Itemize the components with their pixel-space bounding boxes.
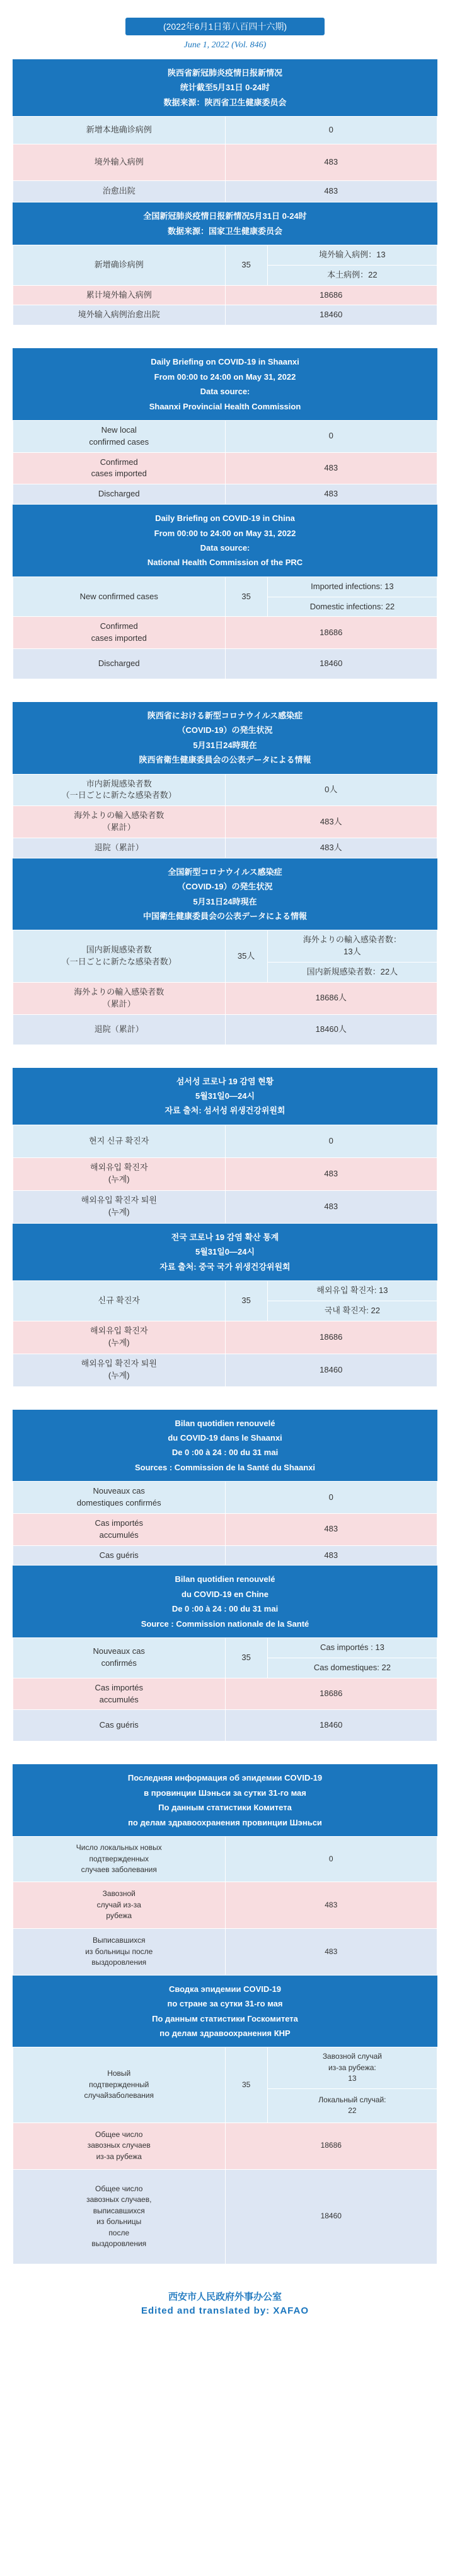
- row-value: 483人: [225, 838, 437, 858]
- domestic-cases: 国内新規感染者数：22人: [267, 963, 437, 983]
- row-label: 新增本地确诊病例: [13, 117, 226, 144]
- table-row: [13, 1637, 437, 1658]
- imported-cases: 境外输入病例：13: [267, 245, 437, 265]
- new-cases-label: 신규 확진자: [13, 1280, 226, 1321]
- title-line: De 0 :00 à 24 : 00 du 31 mai: [171, 1604, 279, 1614]
- row-value: 483人: [225, 806, 437, 838]
- shaanxi-title: [13, 1764, 437, 1836]
- row-value: 483: [225, 144, 437, 181]
- row-label: Confirmed cases imported: [13, 452, 226, 484]
- row-value: 0: [225, 1836, 437, 1882]
- table-row: [13, 1710, 437, 1742]
- table-row: [13, 577, 437, 597]
- new-cases-total: 35: [225, 2047, 267, 2122]
- title-line: 陕西省新冠肺炎疫情日报新情况: [167, 68, 282, 78]
- table-row: [13, 2169, 437, 2264]
- shaanxi-table: [13, 420, 437, 505]
- row-label: 해외유입 확진자 퇴원 (누계): [13, 1354, 226, 1386]
- china-table: [13, 577, 437, 679]
- domestic-cases: Cas domestiques: 22: [267, 1658, 437, 1678]
- domestic-cases: Domestic infections: 22: [267, 597, 437, 617]
- new-cases-total: 35: [225, 1280, 267, 1321]
- shaanxi-table: [13, 1836, 437, 1976]
- row-value: 18686人: [225, 982, 437, 1014]
- title-line: 자료 출처: 섬서성 위생건강위원회: [164, 1106, 286, 1116]
- china-table: [13, 1637, 437, 1742]
- row-value: 18686: [225, 1321, 437, 1354]
- table-row: [13, 649, 437, 679]
- row-label: 현지 신규 확진자: [13, 1125, 226, 1157]
- title-line: 陝西省衛生健康委員会の公表データによる情報: [139, 755, 311, 765]
- row-value: 483: [225, 1545, 437, 1566]
- china-title: [13, 505, 437, 577]
- row-value: 18460: [225, 649, 437, 679]
- row-value: 483: [225, 1928, 437, 1975]
- title-line: по стране за сутки 31-го мая: [167, 1999, 283, 2009]
- table-row: [13, 1354, 437, 1386]
- new-cases-total: 35: [225, 1637, 267, 1678]
- table-row: [13, 144, 437, 181]
- title-line: 자료 출처: 중국 국가 위생건강위원회: [159, 1262, 291, 1272]
- title-line: du COVID-19 en Chine: [182, 1589, 268, 1599]
- row-label: 해외유입 확진자 (누계): [13, 1157, 226, 1190]
- imported-cases: Cas importés : 13: [267, 1637, 437, 1658]
- title-line: 5月31日24時現在: [193, 740, 257, 750]
- table-row: [13, 1157, 437, 1190]
- table-row: [13, 1321, 437, 1354]
- table-row: [13, 1125, 437, 1157]
- china-table: [13, 245, 437, 325]
- title-line: National Health Commission of the PRC: [147, 558, 303, 568]
- new-cases-label: Новый подтвержденный случайзаболевания: [13, 2047, 226, 2122]
- table-row: [13, 285, 437, 305]
- title-line: （COVID-19）の発生状況: [177, 882, 273, 892]
- row-value: 483: [225, 1190, 437, 1223]
- table-row: [13, 305, 437, 325]
- title-line: Bilan quotidien renouvelé: [175, 1418, 275, 1428]
- imported-cases: 해외유입 확진자: 13: [267, 1280, 437, 1301]
- issue-label: (2022年6月1日第八百四十六期): [125, 18, 325, 35]
- row-label: Discharged: [13, 484, 226, 505]
- issue-header: [13, 0, 437, 50]
- table-row: [13, 2047, 437, 2088]
- table-row: [13, 1836, 437, 1882]
- title-line: Data source:: [200, 542, 250, 553]
- row-label: Cas guéris: [13, 1710, 226, 1742]
- row-value: 18460: [225, 1710, 437, 1742]
- section-ja: [13, 702, 437, 1045]
- row-label: Discharged: [13, 649, 226, 679]
- table-row: [13, 930, 437, 963]
- row-label: Cas importés accumulés: [13, 1513, 226, 1545]
- imported-cases: 海外よりの輸入感染者数： 13人: [267, 930, 437, 963]
- title-line: Daily Briefing on COVID-19 in Shaanxi: [151, 357, 299, 367]
- footer: [13, 2264, 437, 2335]
- row-label: Cas guéris: [13, 1545, 226, 1566]
- row-value: 18460: [225, 305, 437, 325]
- title-line: 数据来源：国家卫生健康委员会: [167, 226, 282, 236]
- shaanxi-table: [13, 1481, 437, 1566]
- title-line: Data source:: [200, 387, 250, 397]
- table-row: [13, 245, 437, 265]
- row-label: 累计境外输入病例: [13, 285, 226, 305]
- title-line: Последняя информация об эпидемии COVID-19: [127, 1773, 323, 1783]
- row-label: Число локальных новых подтвержденных случаев заболевания: [13, 1836, 226, 1882]
- title-line: Shaanxi Provincial Health Commission: [149, 401, 301, 411]
- new-cases-total: 35人: [225, 930, 267, 983]
- table-row: [13, 1928, 437, 1975]
- row-label: 海外よりの輸入感染者数 （累計）: [13, 982, 226, 1014]
- table-row: [13, 1280, 437, 1301]
- row-value: 483: [225, 1157, 437, 1190]
- section-zh: [13, 59, 437, 325]
- row-value: 18686: [225, 1678, 437, 1710]
- row-value: 0人: [225, 774, 437, 806]
- row-value: 483: [225, 452, 437, 484]
- title-line: 全国新冠肺炎疫情日报新情况5月31日 0-24时: [143, 211, 307, 221]
- table-row: [13, 617, 437, 649]
- china-title: [13, 1976, 437, 2047]
- china-title: [13, 1224, 437, 1280]
- row-label: Nouveaux cas domestiques confirmés: [13, 1482, 226, 1514]
- title-line: From 00:00 to 24:00 on May 31, 2022: [154, 528, 296, 538]
- shaanxi-table: [13, 116, 437, 202]
- issue-date: June 1, 2022 (Vol. 846): [183, 40, 267, 50]
- title-line: по делам здравоохранения КНР: [159, 2029, 291, 2039]
- row-label: Общее число завозных случаев, выписавшихся из больницы после выздоровления: [13, 2169, 226, 2264]
- china-title: [13, 1566, 437, 1637]
- title-line: Сводка эпидемии COVID-19: [168, 1984, 282, 1994]
- row-label: 治愈出院: [13, 181, 226, 202]
- title-line: De 0 :00 à 24 : 00 du 31 mai: [171, 1448, 279, 1458]
- table-row: [13, 1482, 437, 1514]
- footer-credit: Edited and translated by: XAFAO: [141, 2305, 309, 2316]
- table-row: [13, 1513, 437, 1545]
- row-value: 0: [225, 1125, 437, 1157]
- title-line: По данным статистики Госкомитета: [152, 2013, 298, 2023]
- table-row: [13, 484, 437, 505]
- row-value: 483: [225, 484, 437, 505]
- table-row: [13, 806, 437, 838]
- row-label: 退院（累計）: [13, 1014, 226, 1045]
- shaanxi-table: [13, 1125, 437, 1224]
- shaanxi-title: [13, 702, 437, 774]
- title-line: в провинции Шэньси за сутки 31-го мая: [144, 1788, 306, 1798]
- row-value: 18686: [225, 617, 437, 649]
- new-cases-total: 35: [225, 245, 267, 285]
- row-value: 18686: [225, 285, 437, 305]
- row-label: 市内新規感染者数 （一日ごとに新たな感染者数）: [13, 774, 226, 806]
- row-label: Выписавшихся из больницы после выздоровления: [13, 1928, 226, 1975]
- new-cases-label: 新增确诊病例: [13, 245, 226, 285]
- table-row: [13, 1014, 437, 1045]
- table-row: [13, 1678, 437, 1710]
- title-line: Bilan quotidien renouvelé: [175, 1574, 275, 1584]
- title-line: 数据来源：陕西省卫生健康委员会: [163, 97, 287, 107]
- domestic-cases: Локальный случай: 22: [267, 2088, 437, 2122]
- china-table: [13, 1280, 437, 1387]
- shaanxi-table: [13, 774, 437, 858]
- row-value: 18686: [225, 2122, 437, 2169]
- shaanxi-title: [13, 59, 437, 116]
- title-line: Source : Commission nationale de la Santé: [141, 1619, 309, 1629]
- title-line: 陝西省における新型コロナウイルス感染症: [147, 711, 303, 721]
- shaanxi-title: [13, 1410, 437, 1482]
- title-line: 섬서성 코로나 19 감염 현황: [176, 1076, 274, 1086]
- imported-cases: Imported infections: 13: [267, 577, 437, 597]
- title-line: По данным статистики Комитета: [158, 1803, 292, 1813]
- row-value: 483: [225, 181, 437, 202]
- title-line: по делам здравоохранения провинции Шэньси: [128, 1817, 322, 1827]
- title-line: Sources : Commission de la Santé du Shaanxi: [134, 1462, 316, 1472]
- china-table: [13, 2047, 437, 2264]
- row-value: 483: [225, 1882, 437, 1928]
- table-row: [13, 117, 437, 144]
- domestic-cases: 本土病例：22: [267, 265, 437, 285]
- title-line: 전국 코로나 19 감염 확산 통계: [171, 1232, 279, 1242]
- title-line: （COVID-19）の発生状況: [177, 725, 273, 735]
- imported-cases: Завозной случай из-за рубежа: 13: [267, 2047, 437, 2088]
- title-line: 中国衛生健康委員会の公表データによる情報: [142, 911, 307, 921]
- title-line: 5월31일0—24시: [195, 1091, 255, 1101]
- new-cases-label: New confirmed cases: [13, 577, 226, 617]
- row-label: 海外よりの輸入感染者数 （累計）: [13, 806, 226, 838]
- title-line: 全国新型コロナウイルス感染症: [168, 867, 282, 877]
- table-row: [13, 982, 437, 1014]
- table-row: [13, 2122, 437, 2169]
- section-fr: [13, 1410, 437, 1742]
- row-label: New local confirmed cases: [13, 420, 226, 452]
- row-value: 0: [225, 1482, 437, 1514]
- row-label: 境外输入病例治愈出院: [13, 305, 226, 325]
- row-label: Cas importés accumulés: [13, 1678, 226, 1710]
- row-value: 18460: [225, 2169, 437, 2264]
- title-line: 统计截至5月31日 0-24时: [180, 83, 270, 93]
- row-label: 해외유입 확진자 (누계): [13, 1321, 226, 1354]
- table-row: [13, 838, 437, 858]
- section-ru: [13, 1764, 437, 2264]
- table-row: [13, 452, 437, 484]
- title-line: du COVID-19 dans le Shaanxi: [168, 1433, 282, 1443]
- row-value: 0: [225, 420, 437, 452]
- china-title: [13, 858, 437, 930]
- table-row: [13, 1190, 437, 1223]
- row-label: Завозной случай из-за рубежа: [13, 1882, 226, 1928]
- new-cases-total: 35: [225, 577, 267, 617]
- table-row: [13, 1545, 437, 1566]
- table-row: [13, 1882, 437, 1928]
- section-en: [13, 348, 437, 679]
- table-row: [13, 774, 437, 806]
- section-ko: [13, 1068, 437, 1387]
- title-line: Daily Briefing on COVID-19 in China: [155, 513, 295, 524]
- china-table: [13, 930, 437, 1045]
- new-cases-label: Nouveaux cas confirmés: [13, 1637, 226, 1678]
- row-label: 境外输入病例: [13, 144, 226, 181]
- china-title: [13, 202, 437, 245]
- new-cases-label: 国内新規感染者数 （一日ごとに新たな感染者数）: [13, 930, 226, 983]
- table-row: [13, 181, 437, 202]
- row-label: 退院（累計）: [13, 838, 226, 858]
- shaanxi-title: [13, 1068, 437, 1125]
- domestic-cases: 국내 확진자: 22: [267, 1301, 437, 1321]
- table-row: [13, 420, 437, 452]
- footer-org: 西安市人民政府外事办公室: [168, 2291, 282, 2302]
- row-label: Confirmed cases imported: [13, 617, 226, 649]
- row-value: 18460人: [225, 1014, 437, 1045]
- title-line: 5월31일0—24시: [195, 1247, 255, 1257]
- title-line: 5月31日24時現在: [193, 896, 257, 906]
- row-label: 해외유입 확진자 퇴원 (누계): [13, 1190, 226, 1223]
- row-label: Общее число завозных случаев из-за рубежа: [13, 2122, 226, 2169]
- row-value: 0: [225, 117, 437, 144]
- title-line: From 00:00 to 24:00 on May 31, 2022: [154, 372, 296, 382]
- shaanxi-title: [13, 348, 437, 420]
- row-value: 483: [225, 1513, 437, 1545]
- row-value: 18460: [225, 1354, 437, 1386]
